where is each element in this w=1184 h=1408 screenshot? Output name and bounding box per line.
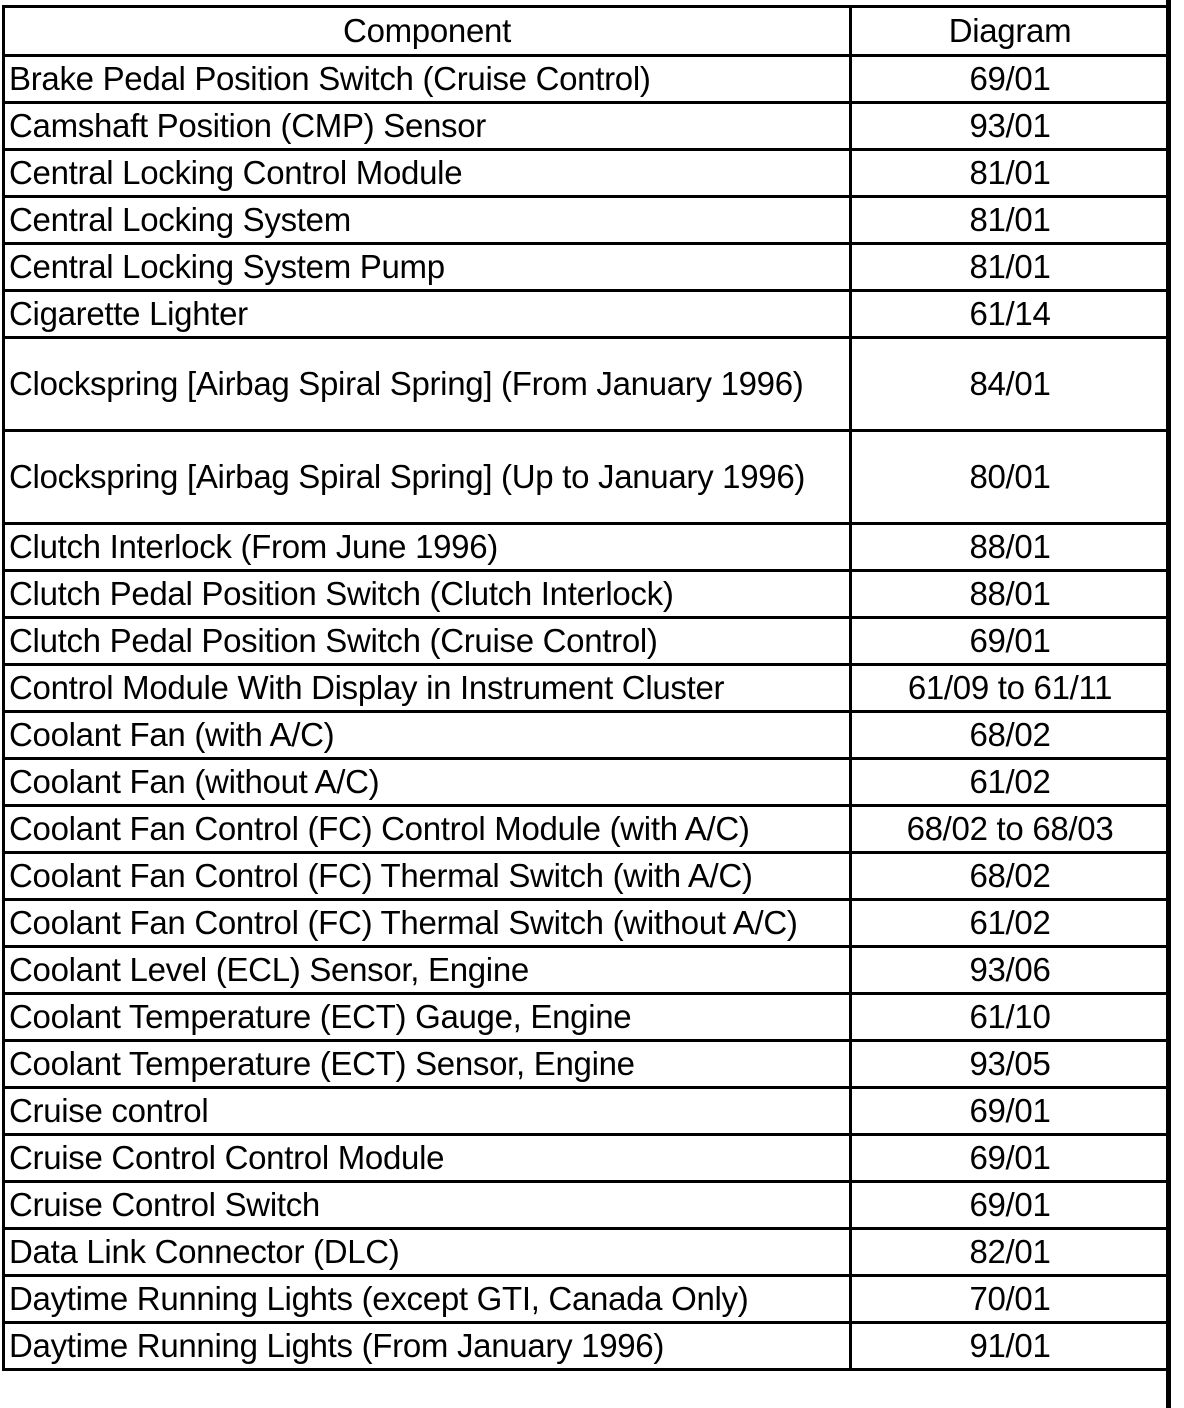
table-row (4, 712, 1170, 759)
component-cell: Central Locking Control Module (4, 150, 851, 197)
table-row (4, 1088, 1170, 1135)
component-cell: Clutch Interlock (From June 1996) (4, 524, 851, 571)
component-cell: Cigarette Lighter (4, 291, 851, 338)
diagram-cell: 88/01 (851, 524, 1170, 571)
table-row (4, 150, 1170, 197)
component-cell: Clutch Pedal Position Switch (Clutch Interlock) (4, 571, 851, 618)
diagram-cell: 81/01 (851, 197, 1170, 244)
diagram-cell: 70/01 (851, 1276, 1170, 1323)
diagram-cell: 82/01 (851, 1229, 1170, 1276)
table-row (4, 853, 1170, 900)
component-cell: Coolant Level (ECL) Sensor, Engine (4, 947, 851, 994)
diagram-cell: 68/02 (851, 853, 1170, 900)
diagram-cell: 61/02 (851, 900, 1170, 947)
header-row (4, 7, 1170, 56)
component-cell: Coolant Fan Control (FC) Thermal Switch (with A/C) (4, 853, 851, 900)
table-body (4, 56, 1170, 1370)
component-cell: Cruise Control Switch (4, 1182, 851, 1229)
component-cell: Daytime Running Lights (From January 1996) (4, 1323, 851, 1370)
component-cell: Central Locking System (4, 197, 851, 244)
table-row (4, 1323, 1170, 1370)
component-cell: Camshaft Position (CMP) Sensor (4, 103, 851, 150)
table-row (4, 197, 1170, 244)
diagram-cell: 61/14 (851, 291, 1170, 338)
component-cell: Clockspring [Airbag Spiral Spring] (From January 1996) (4, 338, 851, 431)
diagram-cell: 88/01 (851, 571, 1170, 618)
table-row (4, 1135, 1170, 1182)
table-row (4, 806, 1170, 853)
component-diagram-table (2, 5, 1171, 1371)
table-row (4, 900, 1170, 947)
diagram-cell: 61/10 (851, 994, 1170, 1041)
table-row (4, 291, 1170, 338)
diagram-cell: 68/02 (851, 712, 1170, 759)
table-row (4, 1182, 1170, 1229)
component-column-header: Component (4, 7, 851, 56)
component-cell: Brake Pedal Position Switch (Cruise Control) (4, 56, 851, 103)
diagram-cell: 93/06 (851, 947, 1170, 994)
table-row (4, 618, 1170, 665)
table-row (4, 1229, 1170, 1276)
diagram-cell: 69/01 (851, 1182, 1170, 1229)
table-row (4, 1041, 1170, 1088)
component-cell: Central Locking System Pump (4, 244, 851, 291)
table-row (4, 571, 1170, 618)
diagram-cell: 69/01 (851, 1088, 1170, 1135)
diagram-cell: 84/01 (851, 338, 1170, 431)
table-row (4, 524, 1170, 571)
component-cell: Coolant Fan Control (FC) Thermal Switch (without A/C) (4, 900, 851, 947)
table-row (4, 759, 1170, 806)
diagram-cell: 81/01 (851, 244, 1170, 291)
component-cell: Coolant Fan (with A/C) (4, 712, 851, 759)
diagram-cell: 69/01 (851, 618, 1170, 665)
diagram-cell: 93/01 (851, 103, 1170, 150)
table-row (4, 947, 1170, 994)
table-row (4, 56, 1170, 103)
diagram-cell: 80/01 (851, 431, 1170, 524)
component-cell: Coolant Temperature (ECT) Gauge, Engine (4, 994, 851, 1041)
component-cell: Clutch Pedal Position Switch (Cruise Control) (4, 618, 851, 665)
diagram-cell: 93/05 (851, 1041, 1170, 1088)
diagram-cell: 69/01 (851, 56, 1170, 103)
component-cell: Cruise Control Control Module (4, 1135, 851, 1182)
component-cell: Clockspring [Airbag Spiral Spring] (Up to January 1996) (4, 431, 851, 524)
component-cell: Daytime Running Lights (except GTI, Canada Only) (4, 1276, 851, 1323)
diagram-cell: 69/01 (851, 1135, 1170, 1182)
diagram-column-header: Diagram (851, 7, 1170, 56)
diagram-cell: 61/02 (851, 759, 1170, 806)
diagram-cell: 91/01 (851, 1323, 1170, 1370)
component-cell: Data Link Connector (DLC) (4, 1229, 851, 1276)
table-row (4, 665, 1170, 712)
table-row (4, 1276, 1170, 1323)
component-cell: Coolant Fan Control (FC) Control Module (with A/C) (4, 806, 851, 853)
diagram-cell: 61/09 to 61/11 (851, 665, 1170, 712)
component-cell: Control Module With Display in Instrument Cluster (4, 665, 851, 712)
table-row (4, 103, 1170, 150)
diagram-cell: 81/01 (851, 150, 1170, 197)
table-row (4, 244, 1170, 291)
table-row (4, 338, 1170, 431)
table-row (4, 994, 1170, 1041)
component-cell: Cruise control (4, 1088, 851, 1135)
component-cell: Coolant Temperature (ECT) Sensor, Engine (4, 1041, 851, 1088)
table-row (4, 431, 1170, 524)
diagram-cell: 68/02 to 68/03 (851, 806, 1170, 853)
right-border-rule (1166, 0, 1171, 1408)
component-cell: Coolant Fan (without A/C) (4, 759, 851, 806)
